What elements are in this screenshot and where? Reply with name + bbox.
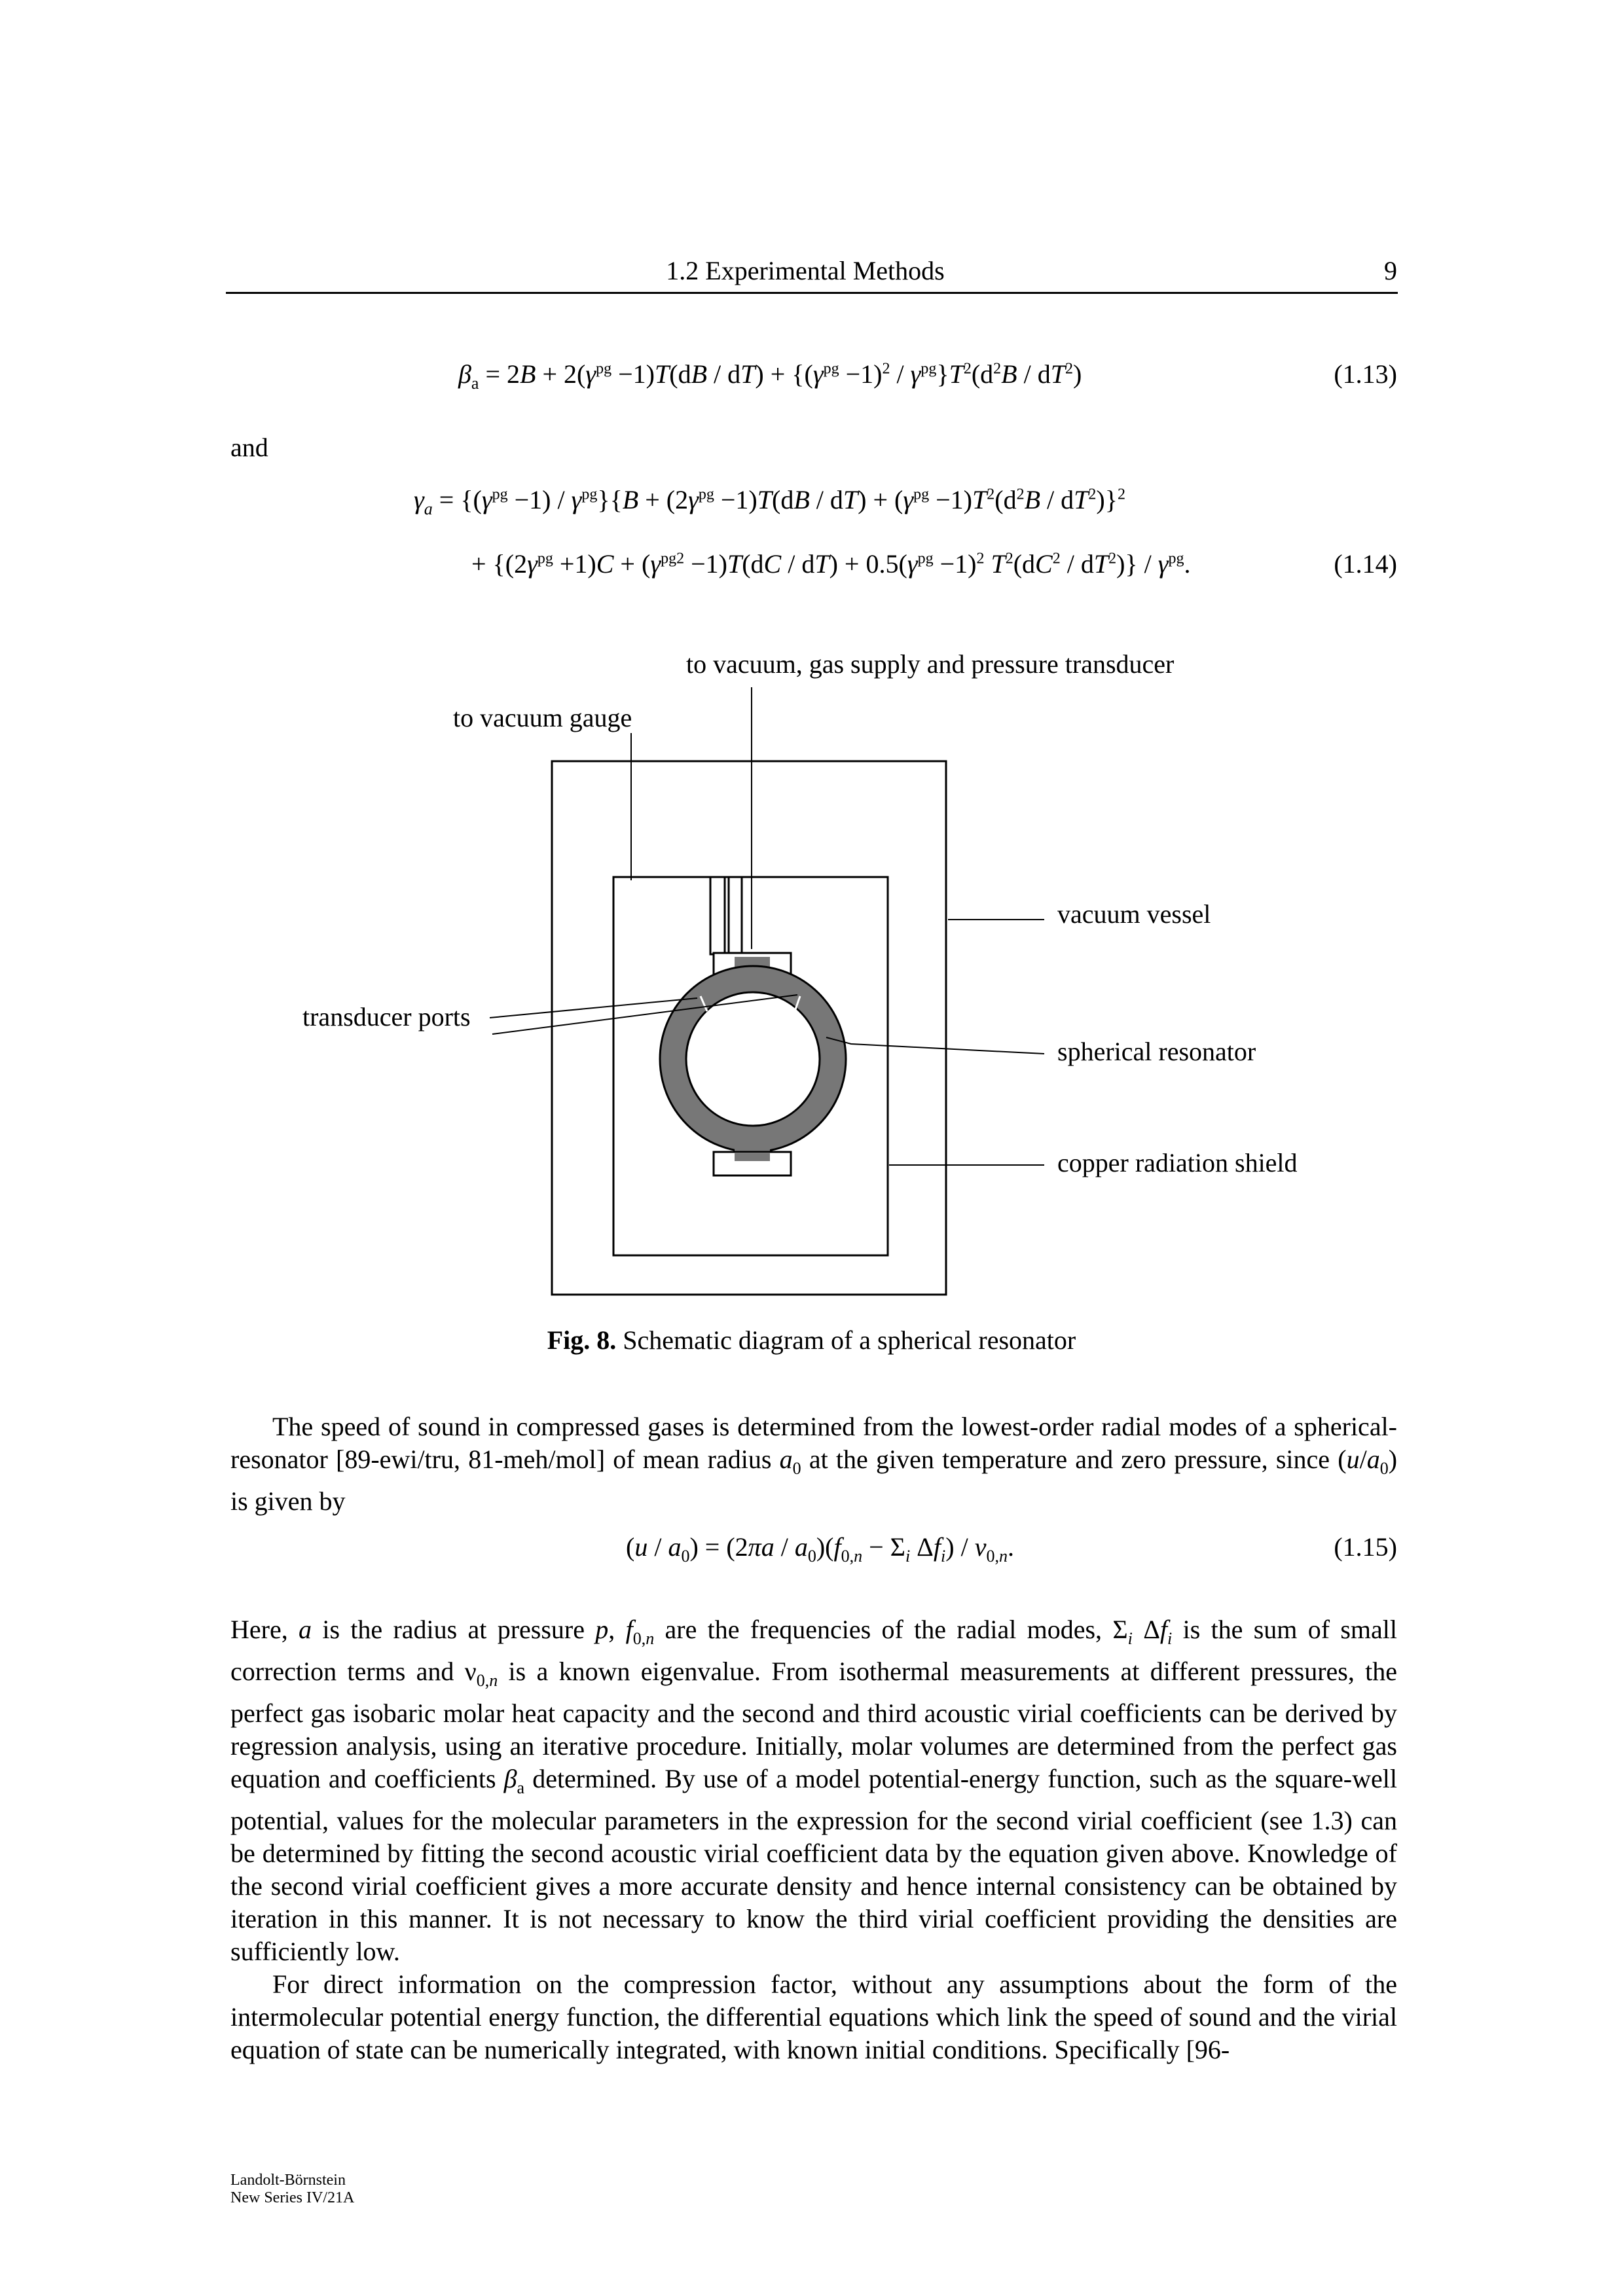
sphere-inner-edge	[686, 992, 820, 1126]
and-word: and	[230, 433, 268, 462]
spherical-resonator-shell	[673, 979, 833, 1139]
caption-prefix: Fig. 8.	[547, 1325, 617, 1355]
copper-shield-rect	[613, 877, 888, 1255]
equation-number-1-14: (1.14)	[1334, 549, 1397, 579]
leader-spherical-resonator	[826, 1037, 1044, 1054]
paragraph-2: Here, a is the radius at pressure p, $f_{0,n}$ are the frequencies of the radial modes, $\Sigma_i$ $\Delta f_i$ is the sum of small correction terms and $\nu_{0,n}$ is a known eigenvalue. From isothermal measurements at different pressures, the perfect gas isobaric molar heat capacity and the second and third acoustic virial coefficients can be derived by regression analysis, using an iterative procedure. Initially, molar volumes are determined from the perfect gas equation and coefficients $\beta_a$ determined. By use of a model potential-energy function, such as the square-well potential, values for the molecular parameters in the expression for the second virial coefficient (see 1.3) can be determined by fitting the second acoustic virial coefficient data by the equation given above. Knowledge of the second virial coefficient gives a more accurate density and hence internal consistency can be obtained by iteration in this manner. It is not necessary to know the third virial coefficient providing the densities are sufficiently low. For direct information on the compression factor, without any assumptions about the form of the intermolecular potential energy function, the differential equations which link the speed of sound and the virial equation of state can be numerically integrated, with known initial conditions. Specifically [96-	[230, 1613, 1397, 2066]
label-copper-shield: copper radiation shield	[1057, 1148, 1298, 1177]
footer	[230, 2172, 354, 2207]
bottom-flange-insert	[735, 1153, 770, 1161]
label-transducer-ports: transducer ports	[302, 1002, 471, 1031]
top-neck	[735, 974, 770, 988]
sphere-outer-edge	[660, 966, 846, 1152]
equation-1-13: $\beta_a = 2B + 2(\gamma^{pg} -1)T(dB / dT) + \{(\gamma^{pg} -1)^2 / \gamma^{pg}\}T^2(d^2B / dT^2)$	[458, 359, 1082, 393]
paragraph-3: For direct information on the compression factor, without any assumptions about the form of the intermolecular potential energy function, the differential equations which link the speed of sound and the virial equation of state can be numerically integrated, with known initial conditions. Specifically [96-	[230, 1969, 1397, 2064]
equation-1-15: $(u / a_0) = (2\pi a / a_0)(f_{0,n} - \Sigma_i$ $\Delta f_i) / \nu_{0,n}$.	[626, 1532, 1014, 1566]
figure-caption	[0, 1325, 1623, 1355]
label-vacuum-vessel: vacuum vessel	[1057, 899, 1211, 929]
leader-port-right	[492, 995, 797, 1034]
supply-tube-right	[729, 877, 742, 954]
label-vacuum-gauge: to vacuum gauge	[453, 703, 632, 732]
equation-1-14-line2: + {$(2\gamma^{pg} +1)C + (\gamma^{pg2} -1)T(dC / dT) + 0.5(\gamma^{pg} -1)^2$ $T^2(dC^2 / dT^2)\} / \gamma^{pg}$.	[471, 549, 1191, 579]
label-spherical-resonator: spherical resonator	[1057, 1037, 1256, 1066]
label-vacuum-supply: to vacuum, gas supply and pressure transducer	[686, 649, 1175, 679]
supply-tube-left	[710, 877, 725, 954]
paragraph-1: The speed of sound in compressed gases is determined from the lowest-order radial modes of a spherical-resonator [89-ewi/tru, 81-meh/mol] of mean radius $a_0$ at the given temperature and zero pressure, since $(u/a_0)$ is given by	[230, 1412, 1398, 1516]
leader-port-left	[490, 998, 697, 1018]
footer-line-1: Landolt-Börnstein	[230, 2172, 346, 2189]
equation-1-14-line1: $\gamma_a = \{(\gamma^{pg} -1) / \gamma^{pg}\}\{B + (2\gamma^{pg} -1)T(dB / dT) + (\gamma^{pg} -1)T^2(d^2B / dT^2)\}^2$	[414, 485, 1125, 518]
caption-text: Schematic diagram of a spherical resonator	[616, 1325, 1076, 1355]
equation-number-1-13: (1.13)	[1334, 359, 1397, 389]
page-number: 9	[1384, 256, 1397, 285]
equation-number-1-15: (1.15)	[1334, 1532, 1397, 1562]
footer-line-2: New Series IV/21A	[230, 2189, 355, 2206]
running-header-title: 1.2 Experimental Methods	[666, 256, 945, 285]
